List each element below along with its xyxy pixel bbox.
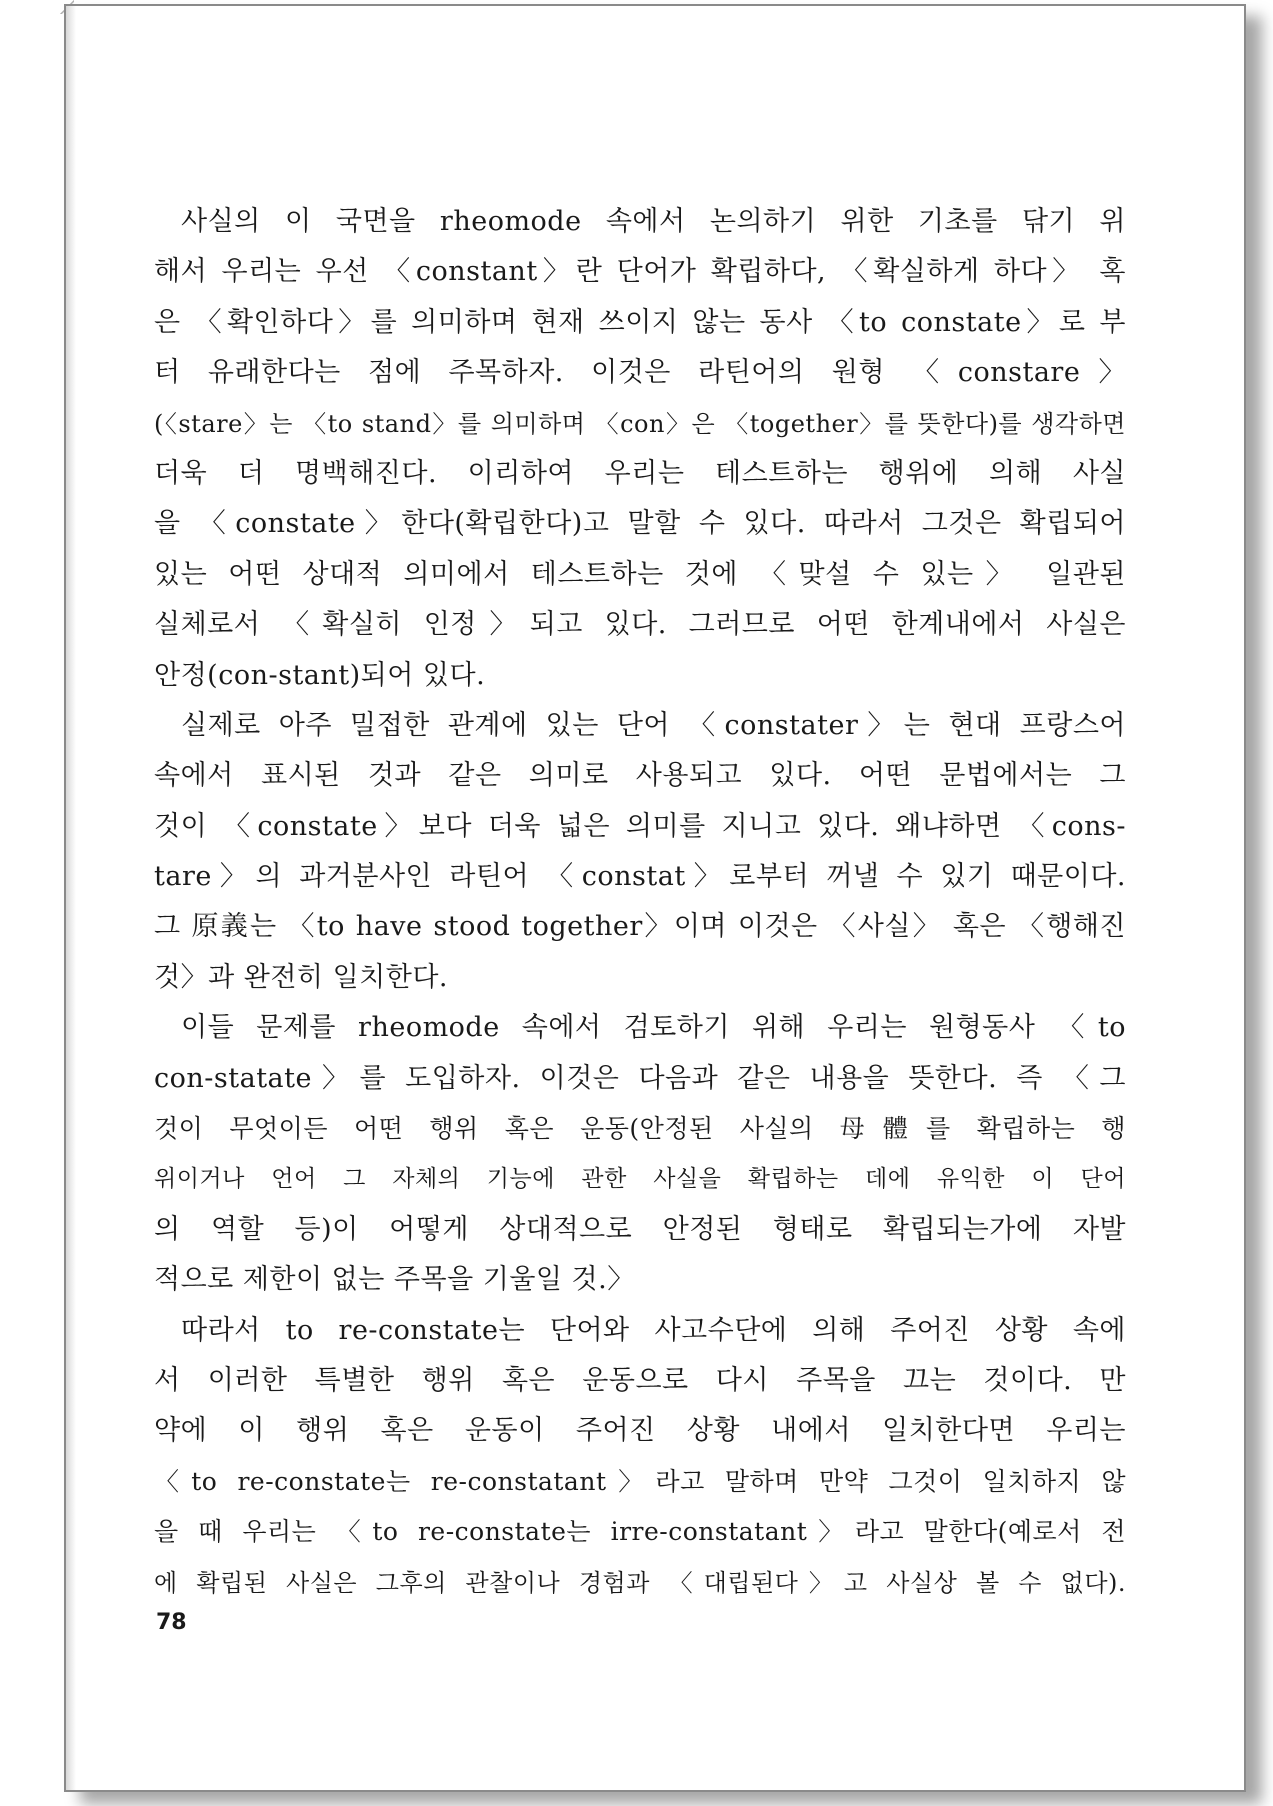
text-line: con-statate〉를 도입하자. 이것은 다음과 같은 내용을 뜻한다. 즉 〈그 [154, 1062, 1126, 1094]
text-line: 사실의 이 국면을 rheomode 속에서 논의하기 위한 기초를 닦기 위 [181, 206, 1126, 237]
text-line: 그 原義는 〈to have stood together〉이며 이것은 〈사실〉 혹은 〈행해진 [154, 911, 1126, 943]
text-line: 따라서 to re-constate는 단어와 사고수단에 의해 주어진 상황 속에 [181, 1314, 1126, 1346]
text-line: 약에 이 행위 혹은 운동이 주어진 상황 내에서 일치한다면 우리는 [154, 1415, 1126, 1447]
text-line: 것이 무엇이든 어떤 행위 혹은 운동(안정된 사실의 母體를 확립하는 행 [154, 1114, 1126, 1144]
text-line: 터 유래한다는 점에 주목하자. 이것은 라틴어의 원형 〈constare〉 [154, 357, 1126, 389]
text-line: 안정(con-stant)되어 있다. [154, 659, 486, 691]
text-line: 을 때 우리는 〈to re-constate는 irre-constatant〉라고 말한다(예로서 전 [154, 1517, 1126, 1547]
text-line: tare〉의 과거분사인 라틴어 〈constat〉로부터 꺼낼 수 있기 때문이다. [154, 861, 1126, 893]
text-line: 이들 문제를 rheomode 속에서 검토하기 위해 우리는 원형동사 〈to [181, 1012, 1126, 1044]
text-line: 위이거나 언어 그 자체의 기능에 관한 사실을 확립하는 데에 유익한 이 단어 [154, 1166, 1126, 1193]
text-line: 해서 우리는 우선 〈constant〉란 단어가 확립하다, 〈확실하게 하다〉 혹 [154, 256, 1126, 288]
text-line: 은 〈확인하다〉를 의미하며 현재 쓰이지 않는 동사 〈to constate〉로 부 [154, 306, 1126, 338]
page-number: 78 [156, 1610, 187, 1635]
text-line: 〈to re-constate는 re-constatant〉라고 말하며 만약 그것이 일치하지 않 [154, 1466, 1126, 1496]
text-line: 의 역할 등)이 어떻게 상대적으로 안정된 형태로 확립되는가에 자발 [154, 1213, 1126, 1245]
text-line: 실제로 아주 밀접한 관계에 있는 단어 〈constater〉는 현대 프랑스어 [181, 709, 1126, 741]
text-line: (〈stare〉는 〈to stand〉를 의미하며 〈con〉은 〈together〉를 뜻한다)를 생각하면 [154, 409, 1126, 438]
text-line: 을 〈constate〉한다(확립한다)고 말할 수 있다. 따라서 그것은 확립되어 [154, 508, 1126, 540]
text-line: 것〉과 완전히 일치한다. [154, 961, 448, 993]
text-line: 실체로서 〈확실히 인정〉되고 있다. 그러므로 어떤 한계내에서 사실은 [154, 609, 1126, 641]
text-line: 속에서 표시된 것과 같은 의미로 사용되고 있다. 어떤 문법에서는 그 [154, 760, 1126, 792]
binding-shade [66, 6, 76, 1790]
text-line: 것이 〈constate〉보다 더욱 넓은 의미를 지니고 있다. 왜냐하면 〈cons- [154, 810, 1126, 842]
text-line: 서 이러한 특별한 행위 혹은 운동으로 다시 주목을 끄는 것이다. 만 [154, 1364, 1126, 1396]
text-line: 있는 어떤 상대적 의미에서 테스트하는 것에 〈맞설 수 있는〉 일관된 [154, 558, 1126, 590]
text-line: 에 확립된 사실은 그후의 관찰이나 경험과 〈대립된다〉고 사실상 볼 수 없다). [154, 1568, 1126, 1597]
text-line: 적으로 제한이 없는 주목을 기울일 것.〉 [154, 1264, 635, 1296]
text-line: 더욱 더 명백해진다. 이리하여 우리는 테스트하는 행위에 의해 사실 [154, 457, 1126, 489]
body-text [154, 197, 1126, 1608]
